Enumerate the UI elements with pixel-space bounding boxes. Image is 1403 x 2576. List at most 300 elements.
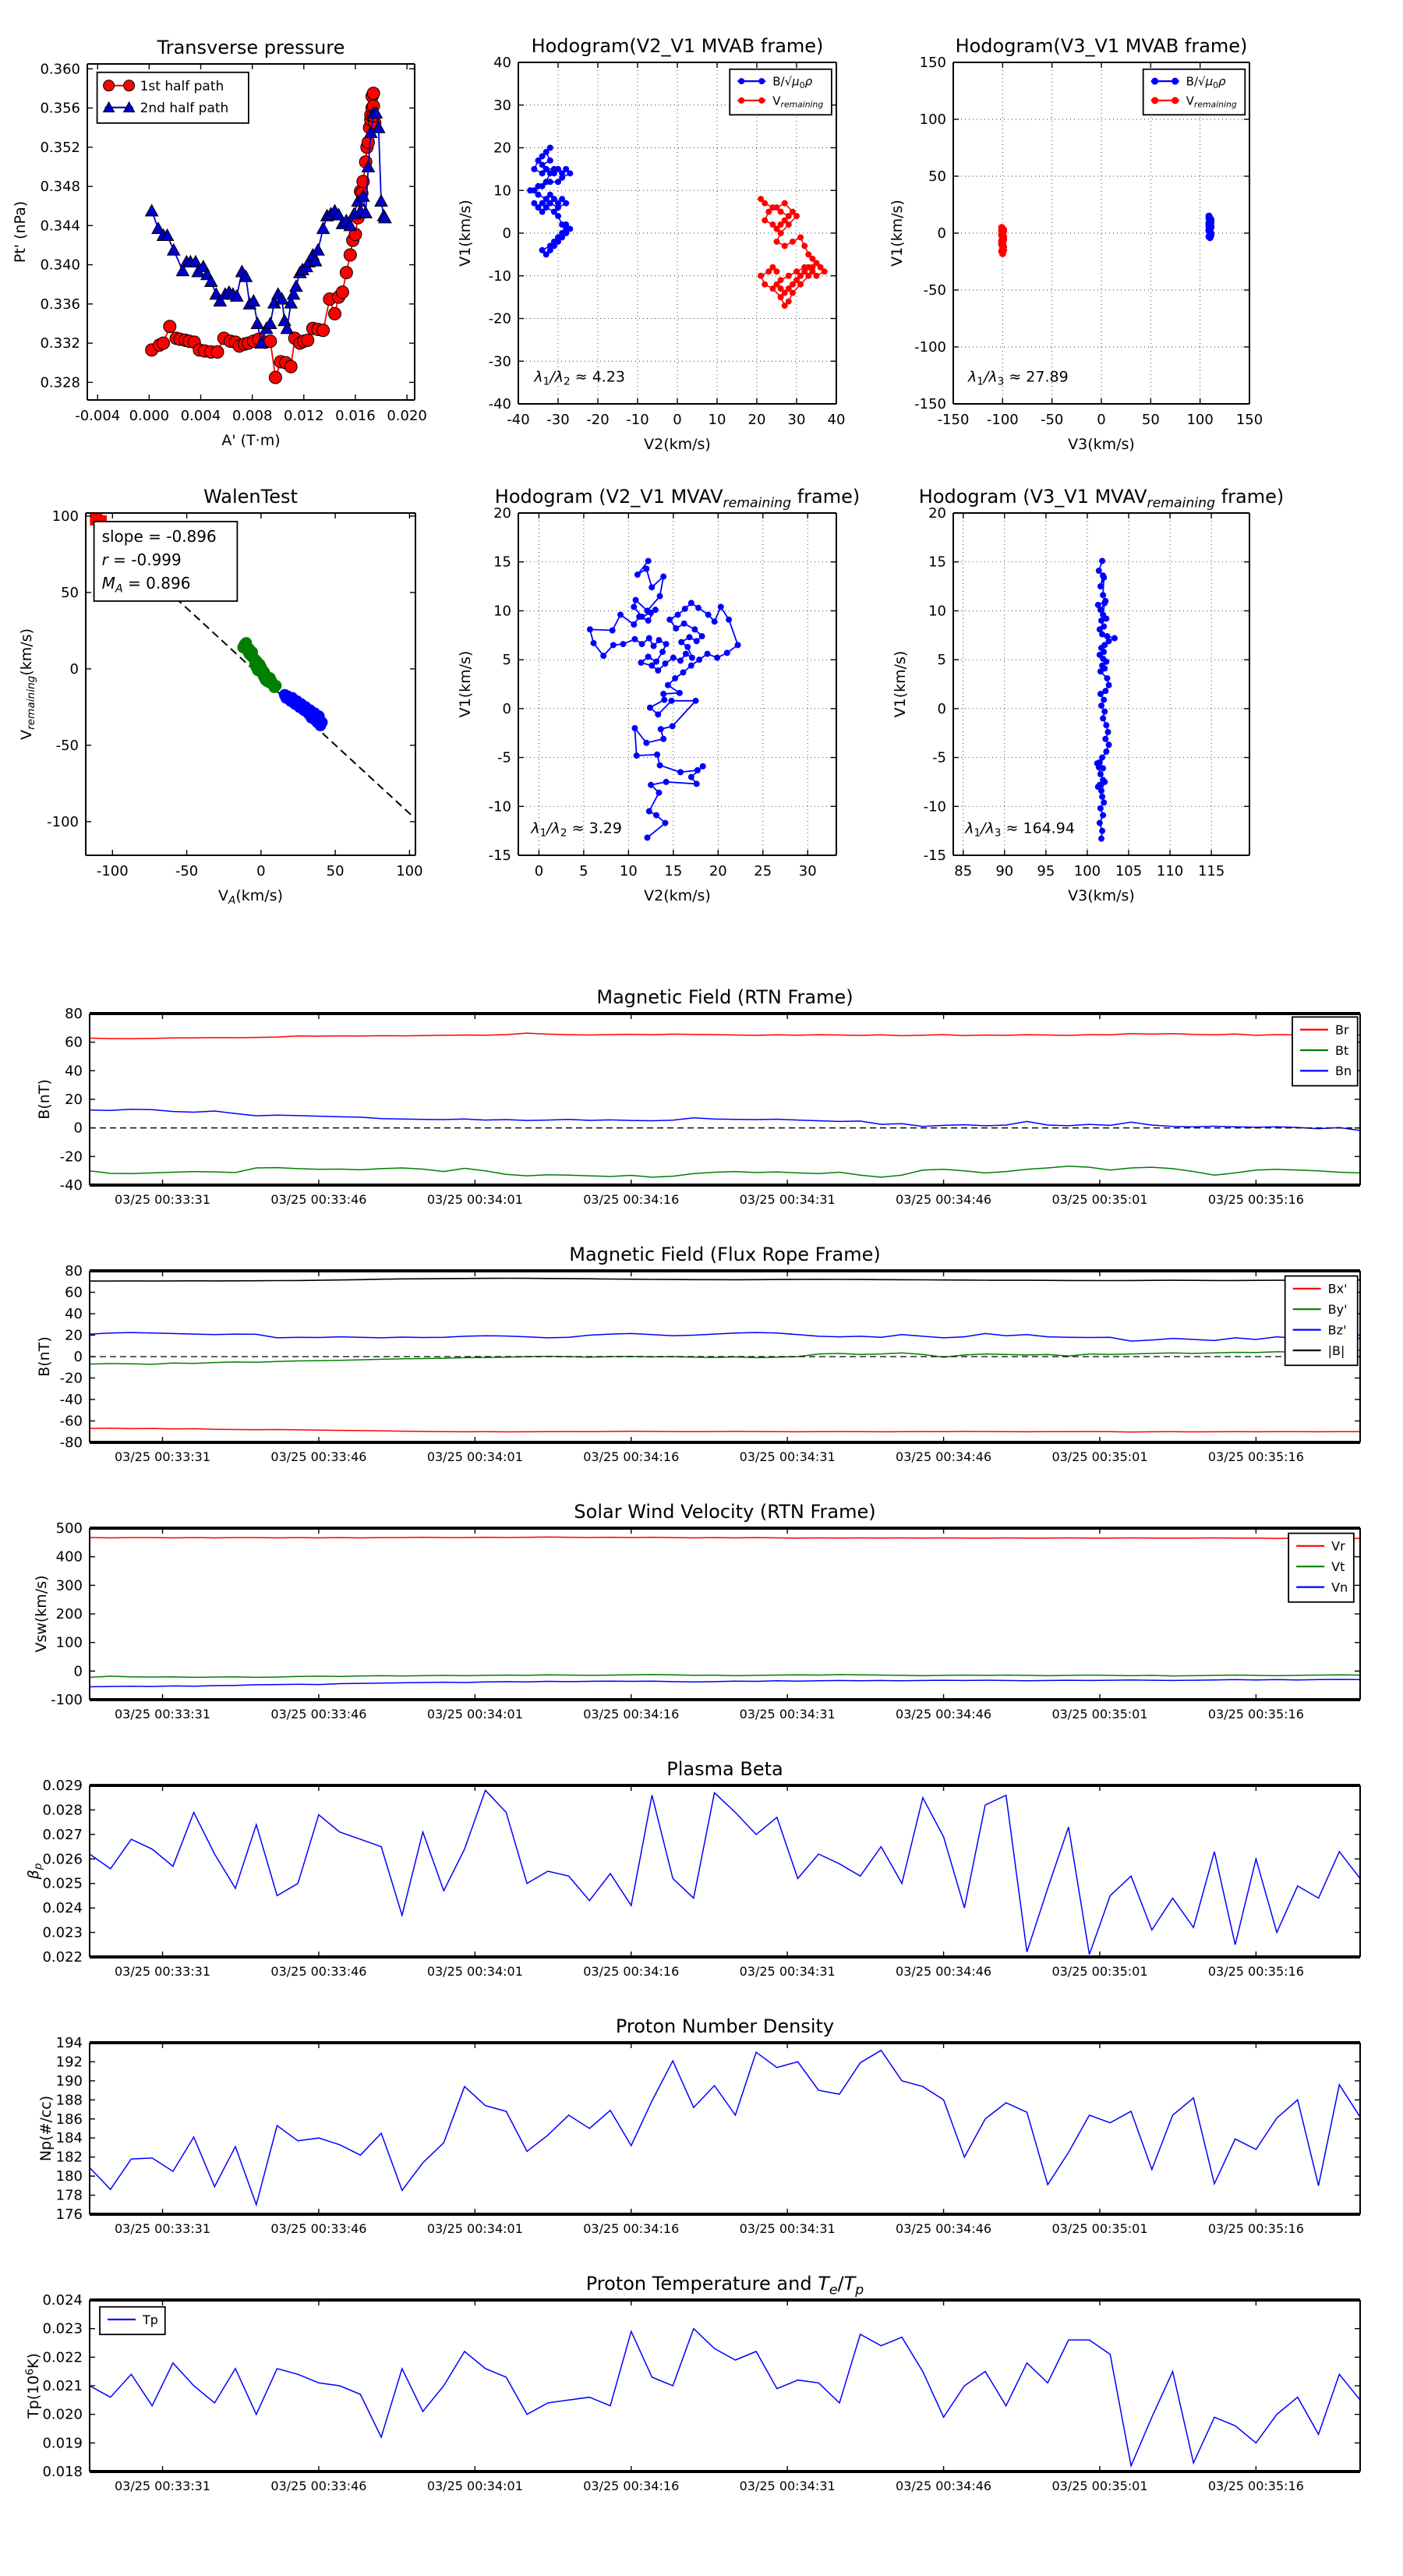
chart-mag-fluxrope [36, 1244, 1360, 1464]
plasma-beta-xticklabel: 03/25 00:33:46 [270, 1964, 367, 1979]
hodogram-v3v1-mvav-yticklabel: 15 [928, 554, 946, 571]
proton-density-series [90, 2051, 1360, 2205]
solar-wind-velocity-legend-label: Vn [1331, 1580, 1348, 1595]
hodogram-v2v1-mvab-annotation-0 [533, 369, 625, 388]
proton-temperature-legend [100, 2307, 165, 2334]
hodogram-v2v1-mvav-yticklabel: 0 [502, 700, 511, 717]
mag-rtn-series-0-line [90, 1033, 1360, 1039]
walen-test-yticklabel: 50 [61, 584, 79, 601]
proton-density-title: Proton Number Density [615, 2015, 835, 2037]
transverse-pressure-yticklabel: 0.356 [40, 100, 80, 117]
hodogram-v2v1-mvab-legend-label: $B/√\mu_0\rho$ [772, 74, 813, 90]
walen-test-xlabel: $V_A(km/s)$ [218, 887, 283, 908]
hodogram-v2v1-mvab-yticklabel: -20 [488, 310, 511, 327]
mag-fluxrope-legend-label: By' [1327, 1301, 1348, 1317]
mag-rtn-yticklabel: 40 [65, 1063, 83, 1080]
hodogram-v2v1-mvab-series-1-markers [758, 196, 828, 309]
solar-wind-velocity-series-1-line [90, 1675, 1360, 1678]
mag-rtn-xticklabel: 03/25 00:33:31 [114, 1192, 211, 1207]
mag-fluxrope-series-1-line [90, 1350, 1360, 1364]
solar-wind-velocity-title: Solar Wind Velocity (RTN Frame) [574, 1501, 876, 1523]
hodogram-v2v1-mvab-xticklabel: 40 [827, 412, 846, 428]
plasma-beta-series [90, 1790, 1360, 1955]
hodogram-v2v1-mvab-xticklabel: -30 [546, 412, 570, 428]
walen-test-xticklabel: -100 [96, 863, 129, 879]
transverse-pressure-yticklabel: 0.352 [40, 139, 80, 156]
walen-test-series-2-markers [279, 689, 327, 731]
plasma-beta-xticklabel: 03/25 00:34:16 [583, 1964, 680, 1979]
hodogram-v2v1-mvab-xticklabel: -20 [586, 412, 610, 428]
hodogram-v3v1-mvab-xticklabel: -100 [986, 412, 1019, 428]
proton-temperature-xticklabel: 03/25 00:35:16 [1207, 2479, 1304, 2493]
solar-wind-velocity-series [90, 1537, 1360, 1686]
walen-test-series-1-markers [238, 638, 281, 693]
mag-fluxrope-series [90, 1279, 1360, 1432]
plasma-beta-yticklabel: 0.029 [42, 1778, 83, 1794]
proton-density-xticklabel: 03/25 00:34:16 [583, 2221, 680, 2236]
mag-rtn-series [90, 1033, 1360, 1177]
mag-rtn-ticks [90, 1014, 1360, 1185]
hodogram-v2v1-mvab-ylabel: V1(km/s) [457, 200, 474, 267]
hodogram-v2v1-mvav-xticklabel: 15 [664, 863, 683, 879]
proton-temperature-xticklabel: 03/25 00:34:16 [583, 2479, 680, 2493]
hodogram-v2v1-mvav-annotation-0 [530, 819, 622, 839]
walen-test-ylabel: $V_{remaining}(km/s)$ [18, 628, 38, 740]
hodogram-v3v1-mvab-series [998, 213, 1214, 257]
solar-wind-velocity-legend [1288, 1534, 1354, 1602]
hodogram-v2v1-mvav-xticklabel: 10 [619, 863, 638, 879]
transverse-pressure-xticklabel: 0.004 [180, 408, 221, 424]
hodogram-v2v1-mvav-title: Hodogram (V2_V1 $MVAV_{remaining}$ frame) [494, 486, 861, 511]
hodogram-v3v1-mvab-xticklabel: -150 [937, 412, 970, 428]
mag-rtn-xticklabel: 03/25 00:34:46 [896, 1192, 992, 1207]
hodogram-v3v1-mvav-ylabel: V1(km/s) [892, 650, 909, 718]
solar-wind-velocity-yticklabel: 0 [73, 1663, 83, 1680]
solar-wind-velocity-legend-label: Vt [1331, 1559, 1345, 1574]
proton-density-series-0-line [90, 2051, 1360, 2205]
walen-test-title: WalenTest [203, 486, 298, 508]
hodogram-v3v1-mvab-xticklabel: 0 [1097, 412, 1106, 428]
walen-test-xticklabel: 0 [256, 863, 266, 879]
chart-proton-temperature [23, 2273, 1360, 2493]
solar-wind-velocity-series-0-line [90, 1537, 1360, 1538]
transverse-pressure-yticklabel: 0.360 [40, 61, 80, 78]
proton-density-xticklabel: 03/25 00:34:46 [896, 2221, 992, 2236]
chart-hodogram-v3v1-mvab [889, 35, 1263, 453]
mag-rtn-xticklabel: 03/25 00:34:16 [583, 1192, 680, 1207]
hodogram-v2v1-mvav-xticklabel: 5 [579, 863, 588, 879]
hodogram-v2v1-mvab-yticklabel: -30 [488, 353, 511, 370]
hodogram-v2v1-mvab-yticklabel: 10 [493, 182, 511, 200]
hodogram-v2v1-mvab-xticklabel: -40 [507, 412, 530, 428]
proton-density-xticklabel: 03/25 00:35:01 [1051, 2221, 1148, 2236]
mag-fluxrope-legend-label: Bx' [1327, 1281, 1348, 1297]
proton-temperature-xticklabel: 03/25 00:34:01 [426, 2479, 523, 2493]
mag-fluxrope-series-0-line [90, 1428, 1360, 1432]
hodogram-v3v1-mvab-yticklabel: 50 [928, 168, 946, 185]
hodogram-v2v1-mvab-yticklabel: -40 [488, 396, 511, 412]
hodogram-v3v1-mvav-xticklabel: 85 [954, 863, 973, 879]
plasma-beta-xticklabel: 03/25 00:34:31 [739, 1964, 836, 1979]
hodogram-v3v1-mvav-yticklabel: 0 [937, 700, 946, 717]
hodogram-v2v1-mvav-yticklabel: 20 [493, 505, 511, 522]
transverse-pressure-ylabel: Pt' (nPa) [12, 200, 29, 264]
hodogram-v3v1-mvab-legend-label: $B/√\mu_0\rho$ [1186, 74, 1226, 90]
walen-test-yticklabel: 100 [51, 508, 79, 525]
hodogram-v3v1-mvav-xticklabel: 115 [1197, 863, 1225, 879]
proton-density-yticklabel: 192 [55, 2054, 83, 2071]
solar-wind-velocity-xticklabel: 03/25 00:34:01 [426, 1707, 523, 1721]
hodogram-v3v1-mvav-yticklabel: -5 [932, 749, 946, 766]
hodogram-v2v1-mvav-xticklabel: 25 [754, 863, 772, 879]
hodogram-v3v1-mvav-yticklabel: 10 [928, 603, 946, 620]
solar-wind-velocity-legend-label: Vr [1331, 1538, 1345, 1554]
hodogram-v2v1-mvav-series-0-markers [587, 558, 740, 840]
chart-solar-wind-velocity [33, 1501, 1360, 1721]
proton-density-yticklabel: 178 [55, 2187, 83, 2204]
solar-wind-velocity-xticklabel: 03/25 00:33:46 [270, 1707, 367, 1721]
walen-test-yticklabel: -100 [47, 813, 79, 830]
hodogram-v3v1-mvab-series-0-markers [1206, 213, 1214, 241]
hodogram-v3v1-mvab-xlabel: V3(km/s) [1068, 436, 1135, 453]
mag-fluxrope-yticklabel: 40 [65, 1306, 83, 1322]
solar-wind-velocity-yticklabel: 100 [55, 1634, 83, 1651]
transverse-pressure-xticklabel: 0.020 [387, 408, 427, 424]
proton-temperature-xticklabel: 03/25 00:33:46 [270, 2479, 367, 2493]
mag-fluxrope-yticklabel: -20 [59, 1370, 83, 1387]
hodogram-v2v1-mvav-ylabel: V1(km/s) [457, 650, 474, 718]
hodogram-v3v1-mvab-yticklabel: 100 [919, 111, 946, 128]
proton-temperature-legend-label: Tp [143, 2312, 158, 2327]
hodogram-v2v1-mvav-yticklabel: -15 [488, 847, 511, 864]
hodogram-v2v1-mvav-yticklabel: 15 [493, 554, 511, 571]
mag-rtn-xticklabel: 03/25 00:35:16 [1207, 1192, 1304, 1207]
proton-density-xticklabel: 03/25 00:34:01 [426, 2221, 523, 2236]
transverse-pressure-yticklabel: 0.348 [40, 179, 80, 196]
hodogram-v3v1-mvav-yticklabel: -10 [923, 798, 946, 816]
mag-fluxrope-title: Magnetic Field (Flux Rope Frame) [569, 1244, 881, 1265]
hodogram-v2v1-mvab-yticklabel: 40 [493, 55, 511, 71]
hodogram-v3v1-mvab-title: Hodogram(V3_V1 MVAB frame) [955, 35, 1248, 57]
plasma-beta-yticklabel: 0.025 [42, 1875, 83, 1892]
proton-density-yticklabel: 176 [55, 2206, 83, 2223]
hodogram-v3v1-mvav-series [1094, 558, 1117, 841]
mag-rtn-series-2-line [90, 1109, 1360, 1131]
hodogram-v3v1-mvab-legend-label: $V_{remaining}$ [1186, 94, 1237, 110]
hodogram-v2v1-mvav-xticklabel: 20 [709, 863, 727, 879]
hodogram-v3v1-mvab-xticklabel: 100 [1186, 412, 1214, 428]
proton-temperature-yticklabel: 0.024 [42, 2292, 83, 2309]
walen-test-yticklabel: -50 [55, 737, 79, 754]
hodogram-v2v1-mvab-title: Hodogram(V2_V1 MVAB frame) [531, 35, 824, 57]
plasma-beta-xticklabel: 03/25 00:33:31 [114, 1964, 211, 1979]
hodogram-v2v1-mvab-yticklabel: -10 [488, 267, 511, 285]
transverse-pressure-xticklabel: 0.016 [335, 408, 376, 424]
hodogram-v3v1-mvab-yticklabel: -150 [914, 396, 946, 412]
hodogram-v3v1-mvav-yticklabel: 5 [937, 652, 946, 669]
hodogram-v3v1-mvab-yticklabel: -50 [923, 282, 946, 299]
chart-transverse-pressure [12, 37, 427, 449]
solar-wind-velocity-yticklabel: 300 [55, 1577, 83, 1594]
transverse-pressure-yticklabel: 0.336 [40, 295, 80, 313]
solar-wind-velocity-yticklabel: 500 [55, 1520, 83, 1537]
proton-density-yticklabel: 188 [55, 2092, 83, 2109]
transverse-pressure-yticklabel: 0.340 [40, 257, 80, 274]
hodogram-v2v1-mvab-xticklabel: -10 [626, 412, 649, 428]
hodogram-v3v1-mvab-yticklabel: -100 [914, 339, 946, 356]
hodogram-v3v1-mvav-xticklabel: 95 [1037, 863, 1055, 879]
walen-test-annotation-line: r = -0.999 [101, 550, 182, 569]
chart-mag-rtn [36, 986, 1360, 1207]
transverse-pressure-title: Transverse pressure [157, 37, 345, 58]
hodogram-v3v1-mvab-yticklabel: 0 [937, 225, 946, 242]
mag-rtn-yticklabel: -20 [59, 1148, 83, 1166]
mag-fluxrope-yticklabel: 0 [73, 1349, 83, 1365]
hodogram-v2v1-mvav-xlabel: V2(km/s) [644, 887, 711, 904]
transverse-pressure-yticklabel: 0.328 [40, 374, 80, 391]
mag-rtn-legend [1292, 1017, 1358, 1085]
proton-temperature-ylabel: $Tp(10^6K)$ [23, 2353, 42, 2419]
hodogram-v2v1-mvav-ticks [518, 513, 836, 855]
hodogram-v2v1-mvav-series [587, 558, 740, 840]
transverse-pressure-legend [97, 73, 249, 123]
mag-fluxrope-legend [1285, 1276, 1358, 1366]
plasma-beta-ylabel: $\beta_p$ [25, 1863, 45, 1880]
hodogram-v2v1-mvab-xticklabel: 0 [673, 412, 682, 428]
hodogram-v2v1-mvab-yticklabel: 30 [493, 97, 511, 114]
solar-wind-velocity-xticklabel: 03/25 00:34:46 [896, 1707, 992, 1721]
proton-density-yticklabel: 190 [55, 2072, 83, 2089]
hodogram-v3v1-mvab-xticklabel: 50 [1141, 412, 1160, 428]
chart-walen-test [18, 486, 423, 907]
hodogram-v2v1-mvab-legend-label: $V_{remaining}$ [772, 94, 824, 110]
plasma-beta-xticklabel: 03/25 00:34:01 [426, 1964, 523, 1979]
mag-rtn-yticklabel: 60 [65, 1034, 83, 1051]
hodogram-v3v1-mvav-xticklabel: 90 [995, 863, 1014, 879]
proton-density-yticklabel: 180 [55, 2168, 83, 2185]
solar-wind-velocity-xticklabel: 03/25 00:35:01 [1051, 1707, 1148, 1721]
proton-density-xticklabel: 03/25 00:35:16 [1207, 2221, 1304, 2236]
hodogram-v2v1-mvab-legend [730, 69, 832, 115]
mag-rtn-xticklabel: 03/25 00:33:46 [270, 1192, 367, 1207]
hodogram-v3v1-mvab-ylabel: V1(km/s) [889, 200, 906, 267]
proton-temperature-yticklabel: 0.022 [42, 2349, 83, 2366]
proton-temperature-ticks [90, 2300, 1360, 2472]
proton-temperature-series [90, 2329, 1360, 2466]
transverse-pressure-yticklabel: 0.344 [40, 218, 80, 235]
mag-rtn-xticklabel: 03/25 00:34:31 [739, 1192, 836, 1207]
chart-hodogram-v2v1-mvab [457, 35, 845, 453]
mag-rtn-title: Magnetic Field (RTN Frame) [596, 986, 853, 1008]
proton-temperature-xticklabel: 03/25 00:34:46 [896, 2479, 992, 2493]
mag-rtn-xticklabel: 03/25 00:35:01 [1051, 1192, 1148, 1207]
hodogram-v2v1-mvab-annotation-line: $\lambda_1/\lambda_2 \approx 4.23$ [534, 368, 626, 388]
hodogram-v2v1-mvab-xticklabel: 30 [787, 412, 806, 428]
mag-rtn-legend-label: Br [1335, 1022, 1349, 1038]
transverse-pressure-xticklabel: 0.012 [284, 408, 324, 424]
proton-density-yticklabel: 184 [55, 2130, 83, 2147]
mag-fluxrope-yticklabel: 60 [65, 1284, 83, 1301]
hodogram-v2v1-mvab-xticklabel: 20 [747, 412, 766, 428]
plasma-beta-title: Plasma Beta [666, 1758, 783, 1780]
transverse-pressure-yticklabel: 0.332 [40, 335, 80, 352]
hodogram-v3v1-mvav-xticklabel: 105 [1115, 863, 1143, 879]
plasma-beta-yticklabel: 0.027 [42, 1826, 83, 1843]
hodogram-v3v1-mvav-title: Hodogram (V3_V1 $MVAV_{remaining}$ frame) [918, 486, 1285, 511]
mag-rtn-yticklabel: 0 [73, 1120, 83, 1137]
plasma-beta-yticklabel: 0.026 [42, 1851, 83, 1868]
transverse-pressure-xticklabel: 0.008 [231, 408, 273, 424]
proton-density-yticklabel: 194 [55, 2035, 83, 2051]
mag-rtn-yticklabel: -40 [59, 1177, 83, 1194]
hodogram-v3v1-mvab-yticklabel: 150 [919, 55, 946, 71]
proton-density-xticklabel: 03/25 00:33:46 [270, 2221, 367, 2236]
proton-temperature-xticklabel: 03/25 00:33:31 [114, 2479, 211, 2493]
proton-density-yticklabel: 186 [55, 2111, 83, 2128]
hodogram-v3v1-mvab-xticklabel: -50 [1040, 412, 1064, 428]
walen-test-xticklabel: 50 [326, 863, 345, 879]
mag-rtn-yticklabel: 20 [65, 1092, 83, 1108]
proton-temperature-title: Proton Temperature and $T_e/T_p$ [585, 2273, 864, 2298]
mag-fluxrope-series-3-line [90, 1279, 1360, 1282]
plasma-beta-yticklabel: 0.022 [42, 1949, 83, 1966]
proton-temperature-yticklabel: 0.018 [42, 2464, 83, 2480]
proton-temperature-yticklabel: 0.023 [42, 2320, 83, 2337]
mag-fluxrope-legend-label: Bz' [1327, 1322, 1347, 1338]
hodogram-v2v1-mvav-grid [518, 513, 836, 855]
hodogram-v3v1-mvab-legend [1143, 69, 1246, 115]
mag-fluxrope-yticklabel: 80 [65, 1263, 83, 1279]
plasma-beta-xticklabel: 03/25 00:35:01 [1051, 1964, 1148, 1979]
mag-fluxrope-xticklabel: 03/25 00:33:46 [270, 1449, 367, 1464]
mag-fluxrope-yticklabel: -40 [59, 1392, 83, 1408]
mag-fluxrope-yticklabel: 20 [65, 1327, 83, 1344]
mag-fluxrope-xticklabel: 03/25 00:33:31 [114, 1449, 211, 1464]
hodogram-v3v1-mvav-annotation-line: $\lambda_1/\lambda_3 \approx 164.94$ [965, 819, 1075, 840]
hodogram-v2v1-mvav-yticklabel: -5 [497, 749, 511, 766]
walen-test-yticklabel: 0 [69, 660, 79, 678]
proton-temperature-yticklabel: 0.021 [42, 2378, 83, 2394]
hodogram-v2v1-mvav-yticklabel: 10 [493, 603, 511, 620]
plasma-beta-yticklabel: 0.024 [42, 1900, 83, 1917]
hodogram-v3v1-mvab-annotation-0 [967, 369, 1069, 388]
mag-fluxrope-ylabel: B(nT) [36, 1336, 53, 1377]
hodogram-v3v1-mvav-series-0-markers [1094, 558, 1117, 841]
proton-density-xticklabel: 03/25 00:34:31 [739, 2221, 836, 2236]
hodogram-v3v1-mvav-xlabel: V3(km/s) [1068, 887, 1135, 904]
walen-test-annotation-line: $M_A = 0.896$ [101, 573, 191, 596]
proton-density-yticklabel: 182 [55, 2149, 83, 2166]
proton-temperature-yticklabel: 0.019 [42, 2435, 83, 2452]
walen-test-annotation-0 [94, 522, 238, 601]
mag-fluxrope-xticklabel: 03/25 00:34:46 [896, 1449, 992, 1464]
mag-fluxrope-legend-label: |B| [1327, 1343, 1345, 1358]
mag-rtn-xticklabel: 03/25 00:34:01 [426, 1192, 523, 1207]
mag-fluxrope-xticklabel: 03/25 00:34:01 [426, 1449, 523, 1464]
hodogram-v2v1-mvav-annotation-line: $\lambda_1/\lambda_2 \approx 3.29$ [531, 819, 622, 840]
walen-test-annotation-line: slope = -0.896 [101, 526, 217, 546]
plasma-beta-ticks [90, 1785, 1360, 1957]
hodogram-v3v1-mvav-annotation-0 [964, 819, 1075, 839]
transverse-pressure-xlabel: A' (T·m) [221, 432, 281, 449]
solar-wind-velocity-yticklabel: -100 [51, 1692, 83, 1708]
hodogram-v3v1-mvab-annotation-line: $\lambda_1/\lambda_3 \approx 27.89$ [968, 368, 1069, 388]
mag-rtn-yticklabel: 80 [65, 1006, 83, 1022]
hodogram-v2v1-mvab-xlabel: V2(km/s) [644, 436, 711, 453]
mag-fluxrope-yticklabel: -80 [59, 1435, 83, 1451]
solar-wind-velocity-xticklabel: 03/25 00:33:31 [114, 1707, 211, 1721]
transverse-pressure-legend-label: 1st half path [140, 78, 224, 94]
mag-fluxrope-xticklabel: 03/25 00:35:16 [1207, 1449, 1304, 1464]
transverse-pressure-xticklabel: -0.004 [75, 408, 121, 424]
transverse-pressure-series-1-markers [146, 107, 391, 349]
chart-plasma-beta [25, 1758, 1360, 1979]
hodogram-v3v1-mvab-series-1-markers [998, 225, 1007, 257]
proton-density-ylabel: Np(#/cc) [37, 2095, 55, 2162]
transverse-pressure-legend-label: 2nd half path [140, 100, 229, 116]
hodogram-v3v1-mvav-yticklabel: 20 [928, 505, 946, 522]
solar-wind-velocity-yticklabel: 400 [55, 1548, 83, 1566]
mag-fluxrope-xticklabel: 03/25 00:34:31 [739, 1449, 836, 1464]
hodogram-v3v1-mvav-yticklabel: -15 [923, 847, 946, 864]
hodogram-v3v1-mvav-xticklabel: 110 [1156, 863, 1184, 879]
mag-rtn-legend-label: Bt [1335, 1042, 1349, 1058]
solar-wind-velocity-xticklabel: 03/25 00:35:16 [1207, 1707, 1304, 1721]
mag-fluxrope-xticklabel: 03/25 00:34:16 [583, 1449, 680, 1464]
mag-fluxrope-xticklabel: 03/25 00:35:01 [1051, 1449, 1148, 1464]
hodogram-v2v1-mvav-yticklabel: 5 [502, 652, 511, 669]
mag-rtn-series-1-line [90, 1166, 1360, 1177]
proton-temperature-xticklabel: 03/25 00:34:31 [739, 2479, 836, 2493]
solar-wind-velocity-xticklabel: 03/25 00:34:31 [739, 1707, 836, 1721]
hodogram-v2v1-mvab-series-0-markers [528, 145, 573, 257]
chart-hodogram-v2v1-mvav [457, 486, 860, 904]
chart-proton-density [37, 2015, 1360, 2236]
solar-wind-velocity-xticklabel: 03/25 00:34:16 [583, 1707, 680, 1721]
transverse-pressure-series [146, 87, 391, 384]
proton-temperature-yticklabel: 0.020 [42, 2406, 83, 2423]
plasma-beta-yticklabel: 0.023 [42, 1924, 83, 1941]
hodogram-v2v1-mvab-yticklabel: 20 [493, 140, 511, 157]
hodogram-v3v1-mvav-xticklabel: 100 [1073, 863, 1101, 879]
mag-rtn-legend-label: Bn [1335, 1063, 1352, 1079]
walen-test-xticklabel: 100 [396, 863, 423, 879]
proton-density-xticklabel: 03/25 00:33:31 [114, 2221, 211, 2236]
walen-test-xticklabel: -50 [175, 863, 199, 879]
plasma-beta-xticklabel: 03/25 00:35:16 [1207, 1964, 1304, 1979]
plasma-beta-xticklabel: 03/25 00:34:46 [896, 1964, 992, 1979]
plasma-beta-yticklabel: 0.028 [42, 1802, 83, 1819]
plasma-beta-series-0-line [90, 1790, 1360, 1955]
transverse-pressure-xticklabel: 0.000 [129, 408, 170, 424]
proton-temperature-series-0-line [90, 2329, 1360, 2466]
solar-wind-velocity-yticklabel: 200 [55, 1606, 83, 1622]
hodogram-v2v1-mvav-xticklabel: 0 [534, 863, 544, 879]
solar-wind-velocity-ylabel: Vsw(km/s) [33, 1575, 50, 1653]
solar-wind-velocity-series-2-line [90, 1679, 1360, 1687]
hodogram-v3v1-mvab-xticklabel: 150 [1235, 412, 1263, 428]
solar-wind-velocity-ticks [90, 1528, 1360, 1700]
hodogram-v2v1-mvab-yticklabel: 0 [502, 225, 511, 242]
proton-temperature-xticklabel: 03/25 00:35:01 [1051, 2479, 1148, 2493]
hodogram-v2v1-mvav-yticklabel: -10 [488, 798, 511, 816]
chart-hodogram-v3v1-mvav [892, 486, 1284, 904]
hodogram-v2v1-mvav-xticklabel: 30 [798, 863, 817, 879]
mag-fluxrope-series-2-line [90, 1332, 1360, 1341]
mag-fluxrope-yticklabel: -60 [59, 1413, 83, 1430]
hodogram-v2v1-mvab-xticklabel: 10 [708, 412, 726, 428]
mag-rtn-ylabel: B(nT) [36, 1079, 53, 1120]
